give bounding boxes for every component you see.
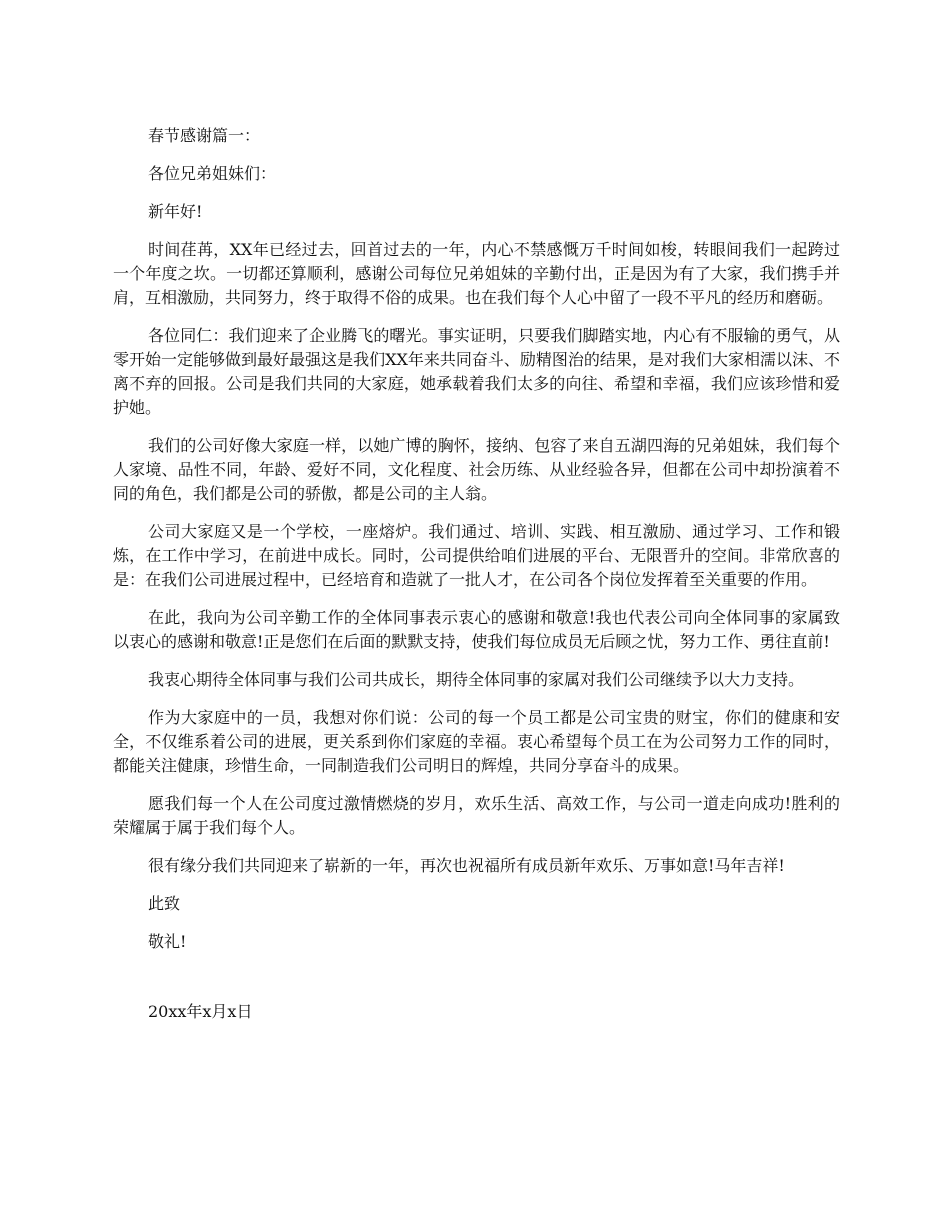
paragraph-5: 在此，我向为公司辛勤工作的全体同事表示衷心的感谢和敬意!我也代表公司向全体同事的家属致以衷心的感谢和敬意!正是您们在后面的默默支持，使我们每位成员无后顾之忧，努力工作、勇往直前! bbox=[113, 608, 840, 651]
closing: 此致 bbox=[148, 894, 181, 913]
paragraph-6: 我衷心期待全体同事与我们公司共成长，期待全体同事的家属对我们公司继续予以大力支持。 bbox=[148, 670, 805, 689]
letter-page bbox=[113, 124, 840, 1024]
paragraph-4: 公司大家庭又是一个学校，一座熔炉。我们通过、培训、实践、相互激励、通过学习、工作和锻炼，在工作中学习，在前进中成长。同时，公司提供给咱们进展的平台、无限晋升的空间。非常欣喜的是：在我们公司进展过程中，已经培育和造就了一批人才，在公司各个岗位发挥着至关重要的作用。 bbox=[113, 522, 840, 589]
paragraph-1: 时间荏苒，XX年已经过去，回首过去的一年，内心不禁感慨万千时间如梭，转眼间我们一起跨过一个年度之坎。一切都还算顺利，感谢公司每位兄弟姐妹的辛勤付出，正是因为有了大家，我们携手并肩，互相激励，共同努力，终于取得不俗的成果。也在我们每个人心中留了一段不平凡的经历和磨砺。 bbox=[113, 240, 840, 307]
paragraph-7: 作为大家庭中的一员，我想对你们说：公司的每一个员工都是公司宝贵的财宝，你们的健康和安全，不仅维系着公司的进展，更关系到你们家庭的幸福。衷心希望每个员工在为公司努力工作的同时，都能关注健康，珍惜生命，一同制造我们公司明日的辉煌，共同分享奋斗的成果。 bbox=[113, 708, 840, 775]
salutation: 各位兄弟姐妹们： bbox=[148, 164, 277, 183]
paragraph-2: 各位同仁：我们迎来了企业腾飞的曙光。事实证明，只要我们脚踏实地，内心有不服输的勇气，从零开始一定能够做到最好最强这是我们XX年来共同奋斗、励精图治的结果，是对我们大家相濡以沫、不离不弃的回报。公司是我们共同的大家庭，她承载着我们太多的向往、希望和幸福，我们应该珍惜和爱护她。 bbox=[113, 326, 840, 417]
regards: 敬礼! bbox=[148, 932, 187, 951]
greeting: 新年好! bbox=[148, 202, 203, 221]
letter-heading: 春节感谢篇一： bbox=[148, 126, 261, 145]
paragraph-9: 很有缘分我们共同迎来了崭新的一年，再次也祝福所有成员新年欢乐、万事如意!马年吉祥! bbox=[148, 856, 785, 875]
date: 20xx年x月x日 bbox=[148, 1002, 253, 1021]
paragraph-8: 愿我们每一个人在公司度过激情燃烧的岁月，欢乐生活、高效工作，与公司一道走向成功!胜利的荣耀属于属于我们每个人。 bbox=[113, 794, 840, 837]
paragraph-3: 我们的公司好像大家庭一样，以她广博的胸怀，接纳、包容了来自五湖四海的兄弟姐妹，我们每个人家境、品性不同，年龄、爱好不同，文化程度、社会历练、从业经验各异，但都在公司中却扮演着不同的角色，我们都是公司的骄傲，都是公司的主人翁。 bbox=[113, 436, 840, 503]
